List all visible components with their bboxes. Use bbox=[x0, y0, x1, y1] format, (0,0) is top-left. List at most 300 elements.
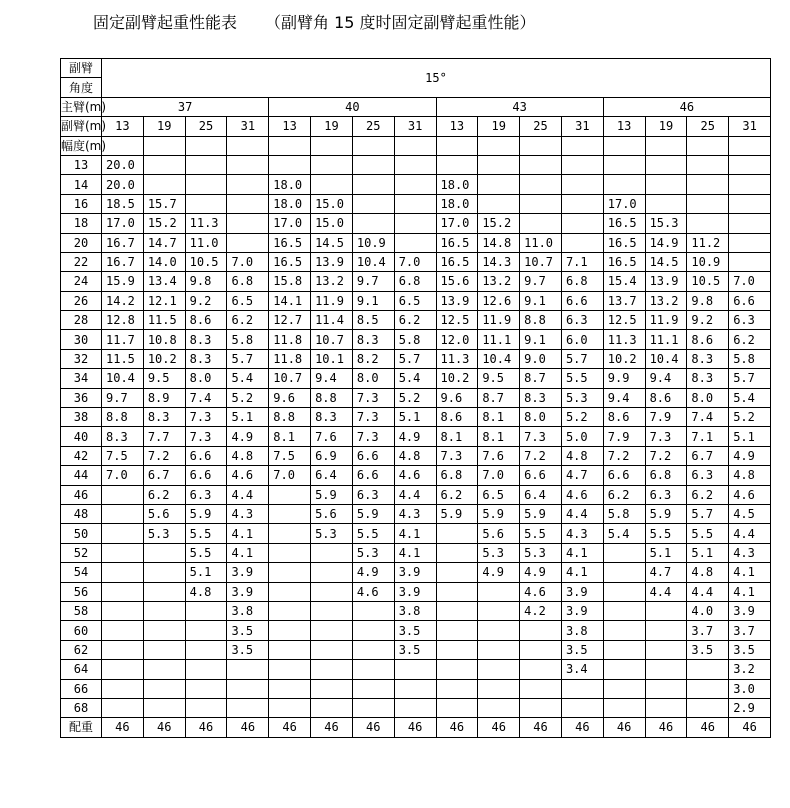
jib-length-header: 25 bbox=[185, 117, 227, 136]
capacity-cell bbox=[185, 194, 227, 213]
capacity-cell: 10.4 bbox=[478, 349, 520, 368]
capacity-cell bbox=[352, 155, 394, 174]
capacity-cell: 4.6 bbox=[227, 466, 269, 485]
capacity-cell: 4.4 bbox=[561, 504, 603, 523]
capacity-cell bbox=[645, 660, 687, 679]
capacity-cell: 13.2 bbox=[645, 291, 687, 310]
capacity-cell: 9.1 bbox=[352, 291, 394, 310]
capacity-cell: 12.6 bbox=[478, 291, 520, 310]
capacity-cell: 4.7 bbox=[645, 563, 687, 582]
capacity-cell: 6.3 bbox=[352, 485, 394, 504]
capacity-cell: 8.1 bbox=[436, 427, 478, 446]
capacity-cell: 14.0 bbox=[143, 252, 185, 271]
capacity-cell: 9.6 bbox=[269, 388, 311, 407]
radius-value: 18 bbox=[61, 214, 102, 233]
capacity-cell bbox=[143, 543, 185, 562]
radius-value: 22 bbox=[61, 252, 102, 271]
table-row bbox=[61, 660, 771, 679]
capacity-cell bbox=[269, 582, 311, 601]
capacity-cell: 5.5 bbox=[352, 524, 394, 543]
capacity-cell: 14.5 bbox=[311, 233, 353, 252]
capacity-cell bbox=[603, 698, 645, 717]
capacity-cell: 6.6 bbox=[729, 291, 771, 310]
capacity-cell: 15.0 bbox=[311, 214, 353, 233]
capacity-cell: 8.0 bbox=[185, 369, 227, 388]
header-row-jib-length bbox=[61, 117, 771, 136]
capacity-cell: 5.8 bbox=[603, 504, 645, 523]
counterweight-value: 46 bbox=[436, 718, 478, 737]
capacity-cell: 5.3 bbox=[311, 524, 353, 543]
capacity-cell: 10.2 bbox=[603, 349, 645, 368]
capacity-cell: 3.9 bbox=[394, 563, 436, 582]
capacity-cell bbox=[185, 698, 227, 717]
capacity-cell: 4.3 bbox=[729, 543, 771, 562]
capacity-cell bbox=[311, 640, 353, 659]
jib-length-header: 31 bbox=[729, 117, 771, 136]
radius-value: 68 bbox=[61, 698, 102, 717]
capacity-cell: 10.5 bbox=[687, 272, 729, 291]
capacity-cell: 4.9 bbox=[227, 427, 269, 446]
capacity-cell: 9.8 bbox=[185, 272, 227, 291]
capacity-cell bbox=[520, 175, 562, 194]
counterweight-value: 46 bbox=[185, 718, 227, 737]
capacity-cell: 4.4 bbox=[227, 485, 269, 504]
capacity-cell: 5.3 bbox=[352, 543, 394, 562]
capacity-cell: 6.3 bbox=[185, 485, 227, 504]
radius-value: 36 bbox=[61, 388, 102, 407]
capacity-cell: 4.9 bbox=[729, 446, 771, 465]
capacity-cell: 6.6 bbox=[561, 291, 603, 310]
table-row bbox=[61, 330, 771, 349]
capacity-cell bbox=[687, 698, 729, 717]
capacity-cell: 5.1 bbox=[394, 408, 436, 427]
main-boom-40: 40 bbox=[269, 97, 436, 116]
capacity-cell bbox=[687, 660, 729, 679]
capacity-cell: 13.4 bbox=[143, 272, 185, 291]
capacity-cell: 3.9 bbox=[561, 582, 603, 601]
capacity-cell: 4.1 bbox=[227, 543, 269, 562]
capacity-cell: 7.9 bbox=[645, 408, 687, 427]
capacity-cell: 8.6 bbox=[687, 330, 729, 349]
capacity-cell bbox=[102, 563, 144, 582]
capacity-cell: 10.7 bbox=[269, 369, 311, 388]
table-row bbox=[61, 175, 771, 194]
capacity-cell: 15.2 bbox=[143, 214, 185, 233]
capacity-cell bbox=[729, 252, 771, 271]
capacity-cell bbox=[269, 155, 311, 174]
capacity-cell: 4.1 bbox=[227, 524, 269, 543]
table-row bbox=[61, 272, 771, 291]
capacity-cell: 13.7 bbox=[603, 291, 645, 310]
capacity-cell: 11.5 bbox=[102, 349, 144, 368]
capacity-cell: 16.7 bbox=[102, 233, 144, 252]
capacity-cell: 8.8 bbox=[520, 311, 562, 330]
capacity-cell: 7.0 bbox=[478, 466, 520, 485]
capacity-cell: 5.9 bbox=[436, 504, 478, 523]
counterweight-value: 46 bbox=[102, 718, 144, 737]
capacity-cell: 5.5 bbox=[645, 524, 687, 543]
capacity-cell: 20.0 bbox=[102, 175, 144, 194]
capacity-cell: 3.8 bbox=[227, 601, 269, 620]
capacity-cell: 16.5 bbox=[269, 233, 311, 252]
capacity-cell bbox=[269, 640, 311, 659]
capacity-cell: 14.2 bbox=[102, 291, 144, 310]
capacity-cell: 17.0 bbox=[436, 214, 478, 233]
capacity-cell: 6.7 bbox=[143, 466, 185, 485]
jib-length-header: 13 bbox=[269, 117, 311, 136]
capacity-cell: 9.4 bbox=[645, 369, 687, 388]
capacity-cell bbox=[603, 155, 645, 174]
capacity-cell: 3.4 bbox=[561, 660, 603, 679]
table-row bbox=[61, 311, 771, 330]
capacity-cell bbox=[478, 601, 520, 620]
capacity-cell: 14.5 bbox=[645, 252, 687, 271]
capacity-cell: 4.5 bbox=[729, 504, 771, 523]
capacity-cell: 8.0 bbox=[352, 369, 394, 388]
jib-length-header: 13 bbox=[102, 117, 144, 136]
capacity-cell: 9.4 bbox=[603, 388, 645, 407]
capacity-cell bbox=[603, 621, 645, 640]
capacity-cell bbox=[436, 679, 478, 698]
counterweight-value: 46 bbox=[478, 718, 520, 737]
capacity-cell: 5.8 bbox=[227, 330, 269, 349]
capacity-cell: 9.4 bbox=[311, 369, 353, 388]
capacity-cell: 10.8 bbox=[143, 330, 185, 349]
capacity-cell: 18.0 bbox=[269, 194, 311, 213]
capacity-cell: 8.5 bbox=[352, 311, 394, 330]
capacity-cell: 2.9 bbox=[729, 698, 771, 717]
capacity-cell bbox=[394, 175, 436, 194]
radius-label: 幅度(m) bbox=[61, 136, 102, 155]
capacity-cell: 9.7 bbox=[352, 272, 394, 291]
jib-length-header: 19 bbox=[645, 117, 687, 136]
capacity-cell bbox=[520, 194, 562, 213]
capacity-cell: 3.9 bbox=[394, 582, 436, 601]
capacity-cell bbox=[687, 194, 729, 213]
counterweight-value: 46 bbox=[352, 718, 394, 737]
table-row bbox=[61, 582, 771, 601]
capacity-cell: 5.1 bbox=[185, 563, 227, 582]
capacity-cell: 4.8 bbox=[687, 563, 729, 582]
capacity-cell bbox=[143, 698, 185, 717]
capacity-cell bbox=[561, 233, 603, 252]
capacity-cell: 7.4 bbox=[185, 388, 227, 407]
capacity-cell bbox=[603, 175, 645, 194]
capacity-cell bbox=[102, 524, 144, 543]
capacity-cell: 7.3 bbox=[520, 427, 562, 446]
main-boom-46: 46 bbox=[603, 97, 770, 116]
capacity-cell: 12.1 bbox=[143, 291, 185, 310]
capacity-cell bbox=[603, 582, 645, 601]
capacity-cell: 6.3 bbox=[687, 466, 729, 485]
capacity-cell: 3.5 bbox=[394, 640, 436, 659]
capacity-cell: 5.9 bbox=[520, 504, 562, 523]
header-row-radius bbox=[61, 136, 771, 155]
radius-value: 24 bbox=[61, 272, 102, 291]
capacity-cell bbox=[394, 155, 436, 174]
capacity-cell: 5.4 bbox=[603, 524, 645, 543]
capacity-cell: 6.2 bbox=[227, 311, 269, 330]
capacity-cell: 3.9 bbox=[561, 601, 603, 620]
capacity-cell bbox=[311, 698, 353, 717]
capacity-cell: 4.1 bbox=[561, 563, 603, 582]
capacity-cell: 8.3 bbox=[687, 369, 729, 388]
capacity-cell: 3.5 bbox=[227, 640, 269, 659]
capacity-cell: 7.0 bbox=[269, 466, 311, 485]
capacity-cell: 10.2 bbox=[436, 369, 478, 388]
capacity-cell: 15.3 bbox=[645, 214, 687, 233]
capacity-cell: 6.7 bbox=[687, 446, 729, 465]
radius-value: 34 bbox=[61, 369, 102, 388]
capacity-cell: 17.0 bbox=[102, 214, 144, 233]
capacity-cell bbox=[436, 543, 478, 562]
capacity-cell: 13.9 bbox=[436, 291, 478, 310]
capacity-cell bbox=[729, 214, 771, 233]
capacity-cell: 4.8 bbox=[185, 582, 227, 601]
capacity-cell: 15.0 bbox=[311, 194, 353, 213]
table-row bbox=[61, 194, 771, 213]
capacity-cell: 16.5 bbox=[269, 252, 311, 271]
capacity-cell: 10.4 bbox=[645, 349, 687, 368]
capacity-cell bbox=[687, 679, 729, 698]
table-row bbox=[61, 504, 771, 523]
capacity-cell: 10.7 bbox=[520, 252, 562, 271]
table-row bbox=[61, 214, 771, 233]
radius-value: 13 bbox=[61, 155, 102, 174]
capacity-cell bbox=[520, 679, 562, 698]
capacity-cell bbox=[102, 621, 144, 640]
radius-value: 44 bbox=[61, 466, 102, 485]
capacity-cell: 10.2 bbox=[143, 349, 185, 368]
angle-label: 角度 bbox=[61, 78, 102, 97]
capacity-cell bbox=[185, 601, 227, 620]
capacity-cell: 8.6 bbox=[436, 408, 478, 427]
radius-value: 40 bbox=[61, 427, 102, 446]
table-row bbox=[61, 466, 771, 485]
capacity-cell bbox=[561, 214, 603, 233]
capacity-cell: 11.0 bbox=[520, 233, 562, 252]
capacity-cell: 5.9 bbox=[311, 485, 353, 504]
main-boom-37: 37 bbox=[102, 97, 269, 116]
capacity-cell: 5.5 bbox=[520, 524, 562, 543]
capacity-cell: 7.3 bbox=[436, 446, 478, 465]
radius-value: 26 bbox=[61, 291, 102, 310]
capacity-cell: 16.5 bbox=[603, 233, 645, 252]
capacity-cell: 4.9 bbox=[352, 563, 394, 582]
radius-value: 28 bbox=[61, 311, 102, 330]
capacity-cell: 5.4 bbox=[227, 369, 269, 388]
capacity-cell: 11.1 bbox=[645, 330, 687, 349]
capacity-cell bbox=[478, 582, 520, 601]
capacity-cell: 8.8 bbox=[311, 388, 353, 407]
capacity-cell bbox=[102, 640, 144, 659]
capacity-cell: 6.6 bbox=[520, 466, 562, 485]
capacity-cell bbox=[269, 601, 311, 620]
capacity-cell bbox=[269, 698, 311, 717]
radius-value: 50 bbox=[61, 524, 102, 543]
capacity-cell bbox=[352, 660, 394, 679]
capacity-cell: 4.6 bbox=[352, 582, 394, 601]
counterweight-value: 46 bbox=[561, 718, 603, 737]
capacity-cell: 10.1 bbox=[311, 349, 353, 368]
capacity-cell: 9.8 bbox=[687, 291, 729, 310]
capacity-cell bbox=[227, 194, 269, 213]
capacity-cell bbox=[561, 698, 603, 717]
capacity-cell: 14.1 bbox=[269, 291, 311, 310]
capacity-cell bbox=[478, 621, 520, 640]
capacity-cell: 5.1 bbox=[645, 543, 687, 562]
capacity-cell: 7.0 bbox=[102, 466, 144, 485]
radius-value: 14 bbox=[61, 175, 102, 194]
capacity-cell bbox=[729, 155, 771, 174]
capacity-cell bbox=[603, 563, 645, 582]
table-row bbox=[61, 252, 771, 271]
capacity-cell bbox=[143, 582, 185, 601]
capacity-cell: 6.3 bbox=[645, 485, 687, 504]
capacity-cell bbox=[561, 155, 603, 174]
capacity-cell bbox=[269, 563, 311, 582]
capacity-cell bbox=[352, 640, 394, 659]
capacity-cell bbox=[143, 679, 185, 698]
counterweight-value: 46 bbox=[687, 718, 729, 737]
jib-length-header: 13 bbox=[436, 117, 478, 136]
radius-value: 58 bbox=[61, 601, 102, 620]
capacity-cell: 6.3 bbox=[729, 311, 771, 330]
capacity-cell: 6.8 bbox=[561, 272, 603, 291]
capacity-cell bbox=[227, 233, 269, 252]
capacity-cell bbox=[394, 214, 436, 233]
radius-value: 62 bbox=[61, 640, 102, 659]
capacity-cell bbox=[478, 175, 520, 194]
capacity-cell bbox=[729, 175, 771, 194]
capacity-cell bbox=[436, 155, 478, 174]
capacity-cell bbox=[645, 194, 687, 213]
capacity-cell: 11.9 bbox=[645, 311, 687, 330]
capacity-cell: 8.3 bbox=[520, 388, 562, 407]
capacity-cell: 15.4 bbox=[603, 272, 645, 291]
capacity-cell: 7.1 bbox=[687, 427, 729, 446]
capacity-cell: 4.6 bbox=[561, 485, 603, 504]
capacity-cell bbox=[561, 679, 603, 698]
capacity-cell: 4.8 bbox=[561, 446, 603, 465]
counterweight-value: 46 bbox=[227, 718, 269, 737]
capacity-cell: 15.2 bbox=[478, 214, 520, 233]
capacity-cell: 7.3 bbox=[352, 388, 394, 407]
capacity-cell bbox=[520, 214, 562, 233]
jib-angle-value: 15° bbox=[102, 59, 771, 98]
table-row bbox=[61, 601, 771, 620]
capacity-cell: 7.3 bbox=[185, 408, 227, 427]
capacity-cell: 8.2 bbox=[352, 349, 394, 368]
capacity-cell: 5.9 bbox=[645, 504, 687, 523]
capacity-cell: 4.9 bbox=[478, 563, 520, 582]
capacity-cell bbox=[227, 679, 269, 698]
capacity-cell: 5.7 bbox=[687, 504, 729, 523]
capacity-cell: 8.3 bbox=[352, 330, 394, 349]
capacity-cell: 14.8 bbox=[478, 233, 520, 252]
capacity-cell bbox=[227, 660, 269, 679]
capacity-cell: 4.6 bbox=[394, 466, 436, 485]
radius-value: 64 bbox=[61, 660, 102, 679]
capacity-cell: 10.9 bbox=[352, 233, 394, 252]
capacity-cell: 6.6 bbox=[185, 446, 227, 465]
subtitle-text: （副臂角 15 度时固定副臂起重性能） bbox=[265, 13, 536, 32]
capacity-cell bbox=[394, 679, 436, 698]
capacity-cell: 12.8 bbox=[102, 311, 144, 330]
jib-length-header: 19 bbox=[143, 117, 185, 136]
main-boom-43: 43 bbox=[436, 97, 603, 116]
capacity-cell bbox=[102, 660, 144, 679]
radius-value: 32 bbox=[61, 349, 102, 368]
capacity-cell: 5.4 bbox=[729, 388, 771, 407]
header-row-jib bbox=[61, 59, 771, 78]
capacity-cell: 4.8 bbox=[227, 446, 269, 465]
capacity-cell bbox=[143, 175, 185, 194]
capacity-cell: 14.3 bbox=[478, 252, 520, 271]
capacity-cell bbox=[185, 679, 227, 698]
capacity-cell bbox=[143, 621, 185, 640]
capacity-cell: 3.7 bbox=[687, 621, 729, 640]
capacity-cell: 9.6 bbox=[436, 388, 478, 407]
capacity-cell: 9.9 bbox=[603, 369, 645, 388]
radius-value: 66 bbox=[61, 679, 102, 698]
capacity-cell: 11.3 bbox=[603, 330, 645, 349]
capacity-cell bbox=[269, 660, 311, 679]
capacity-cell: 6.6 bbox=[603, 466, 645, 485]
capacity-cell: 18.0 bbox=[269, 175, 311, 194]
capacity-cell bbox=[311, 660, 353, 679]
capacity-cell bbox=[645, 601, 687, 620]
capacity-cell bbox=[687, 175, 729, 194]
capacity-cell: 8.7 bbox=[520, 369, 562, 388]
capacity-cell: 7.5 bbox=[102, 446, 144, 465]
capacity-cell: 9.7 bbox=[102, 388, 144, 407]
capacity-cell: 6.5 bbox=[227, 291, 269, 310]
capacity-cell: 11.2 bbox=[687, 233, 729, 252]
capacity-cell bbox=[394, 194, 436, 213]
capacity-cell: 5.1 bbox=[729, 427, 771, 446]
capacity-cell: 5.4 bbox=[394, 369, 436, 388]
capacity-cell: 8.3 bbox=[102, 427, 144, 446]
capacity-cell: 9.1 bbox=[520, 330, 562, 349]
capacity-cell bbox=[478, 698, 520, 717]
capacity-cell: 11.3 bbox=[436, 349, 478, 368]
capacity-cell bbox=[520, 640, 562, 659]
capacity-cell: 6.6 bbox=[352, 446, 394, 465]
capacity-cell: 8.6 bbox=[603, 408, 645, 427]
capacity-cell: 4.4 bbox=[394, 485, 436, 504]
capacity-cell bbox=[478, 194, 520, 213]
table-row bbox=[61, 524, 771, 543]
capacity-cell: 16.7 bbox=[102, 252, 144, 271]
capacity-cell bbox=[561, 194, 603, 213]
capacity-cell: 10.7 bbox=[311, 330, 353, 349]
capacity-cell: 8.3 bbox=[185, 349, 227, 368]
capacity-cell: 7.2 bbox=[143, 446, 185, 465]
capacity-cell: 15.8 bbox=[269, 272, 311, 291]
jib-length-header: 31 bbox=[394, 117, 436, 136]
capacity-cell: 11.8 bbox=[269, 349, 311, 368]
capacity-cell: 18.0 bbox=[436, 194, 478, 213]
capacity-cell bbox=[185, 175, 227, 194]
capacity-cell: 4.0 bbox=[687, 601, 729, 620]
radius-value: 42 bbox=[61, 446, 102, 465]
radius-value: 20 bbox=[61, 233, 102, 252]
capacity-cell bbox=[143, 640, 185, 659]
table-row bbox=[61, 408, 771, 427]
capacity-cell bbox=[269, 504, 311, 523]
capacity-cell: 5.5 bbox=[185, 524, 227, 543]
